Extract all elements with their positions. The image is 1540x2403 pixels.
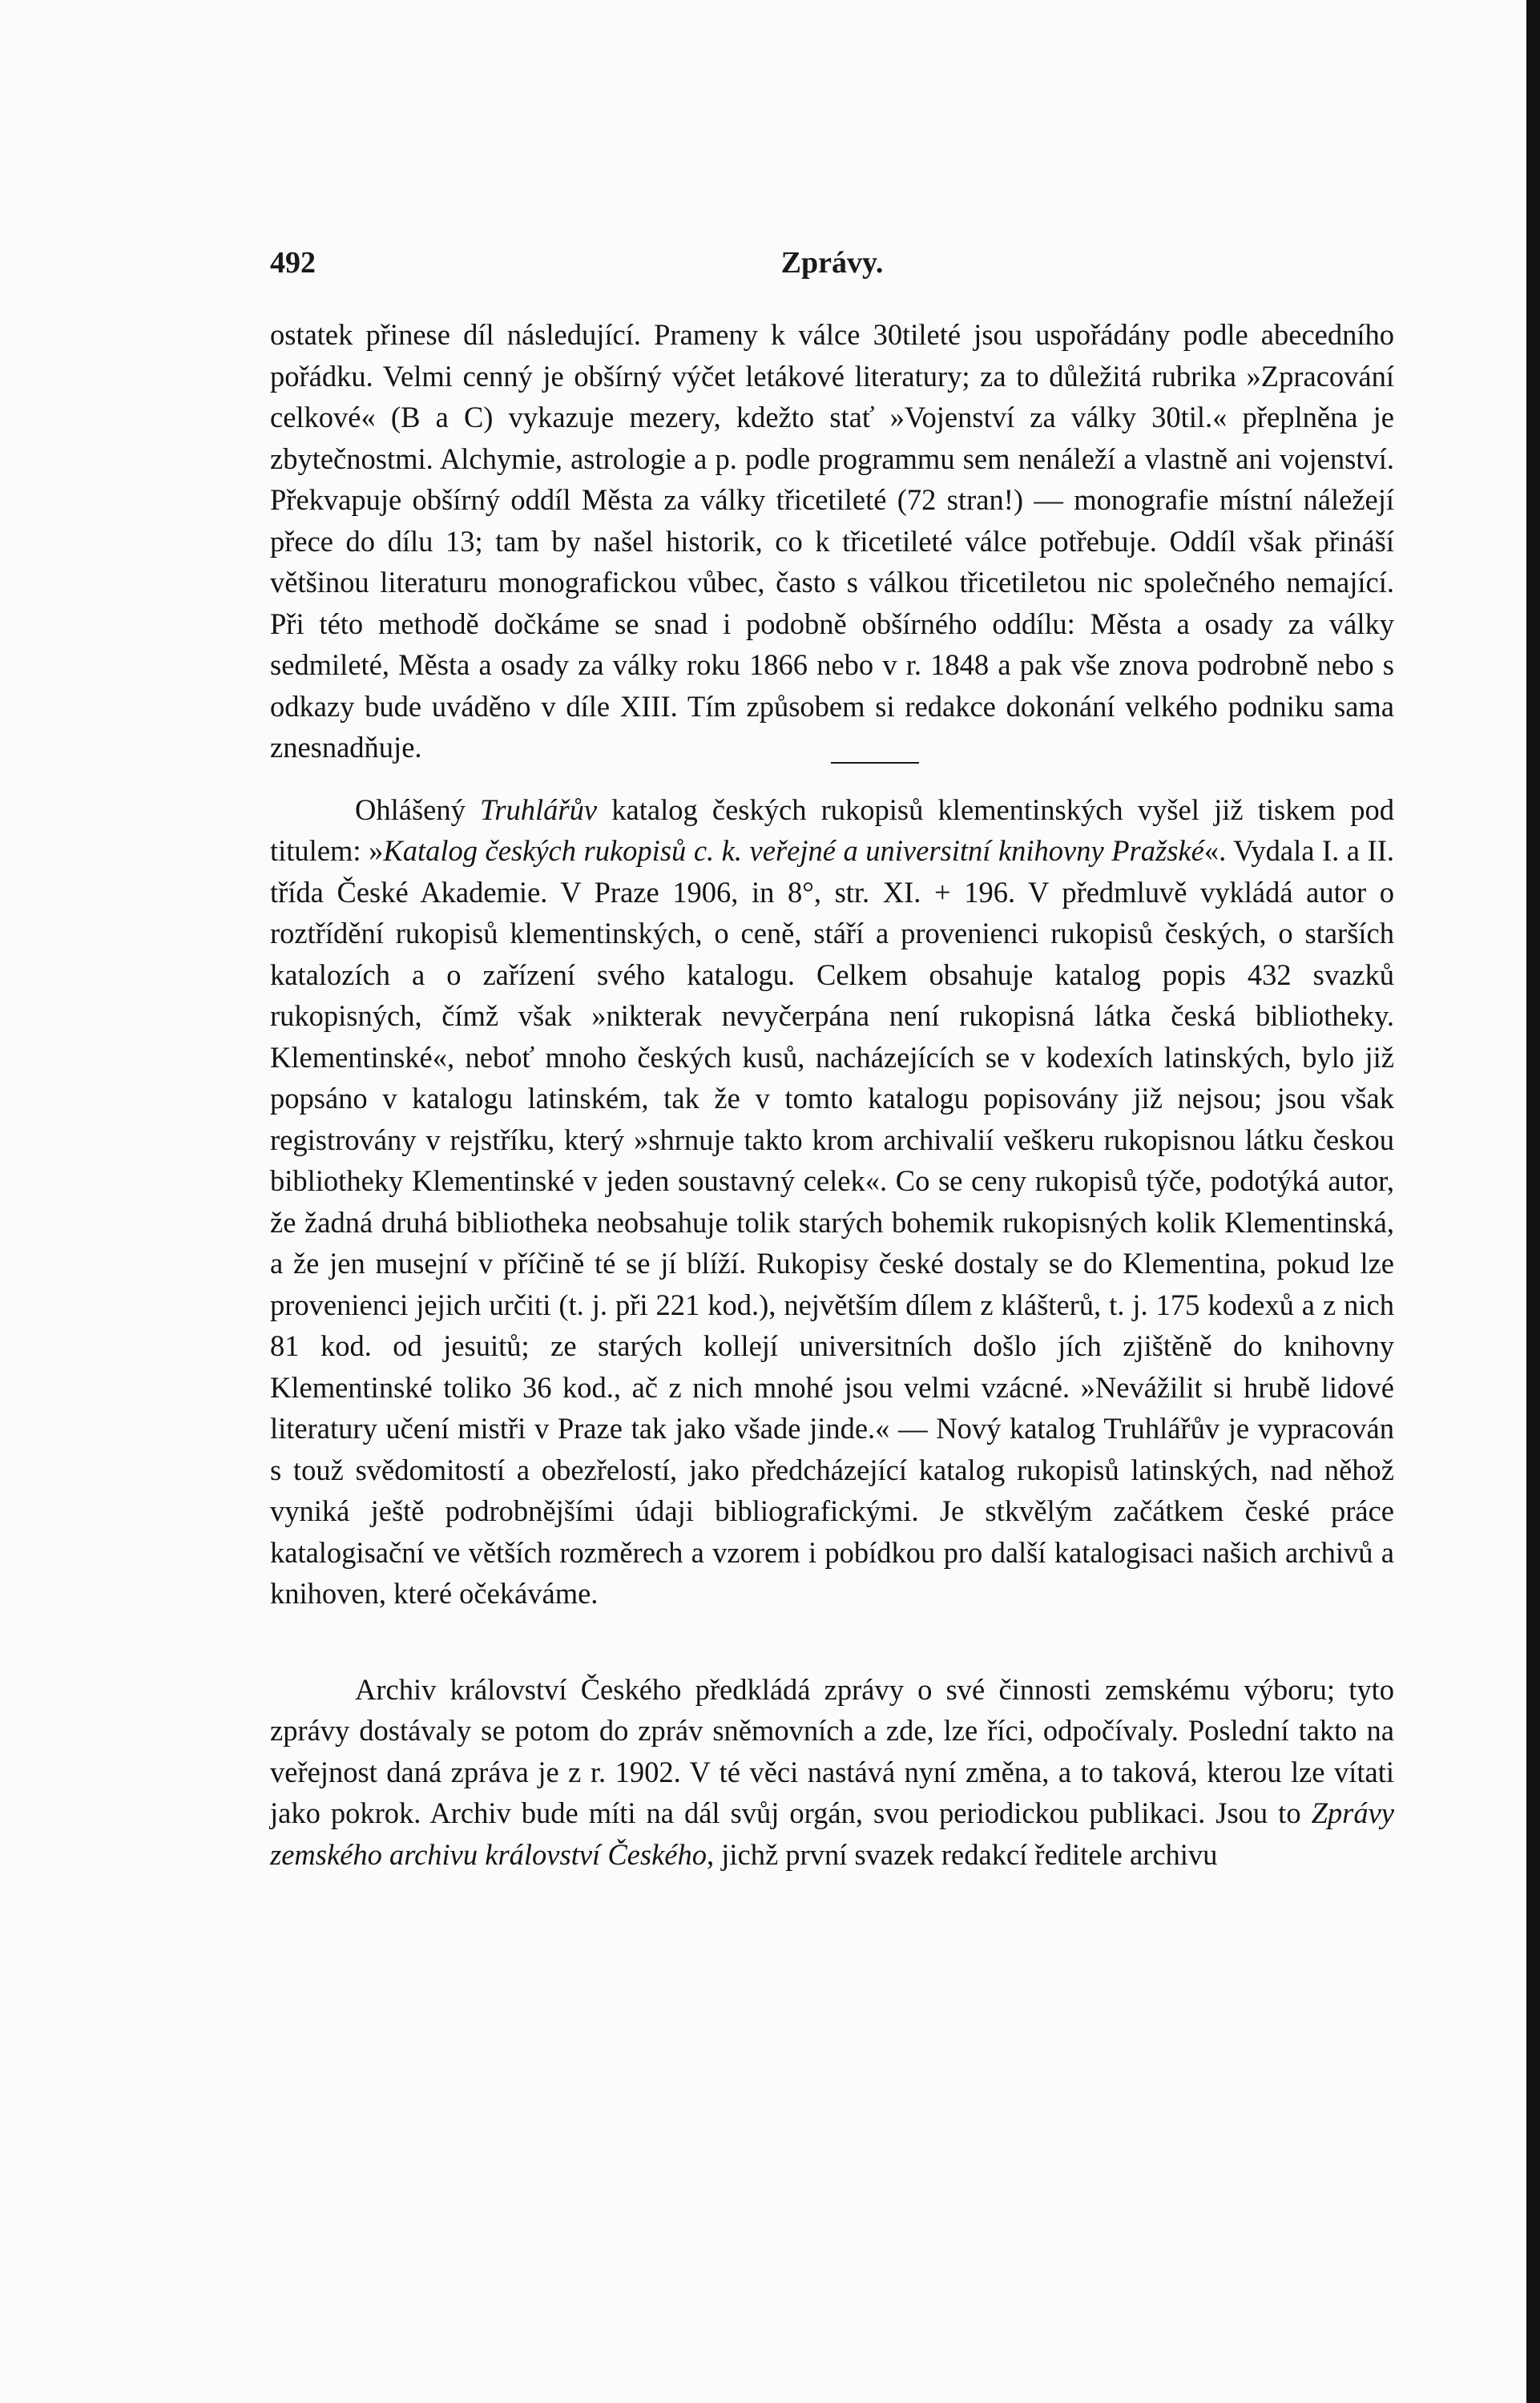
page-header: [270, 239, 1394, 287]
scan-edge: [1526, 0, 1540, 2403]
paragraph-1: ostatek přinese díl následující. Prameny k válce 30tileté jsou uspořádány podle abecedního pořádku. Velmi cenný je obšírný výčet letákové literatury; za to důležitá rubrika »Zpracování celkové« (B a C) vykazuje mezery, kdežto stať »Vojenství za války 30til.« přeplněna je zbytečnostmi. Alchymie, astrologie a p. podle programmu sem nenáleží a vlastně ani vojenství. Překvapuje obšírný oddíl Města za války třicetileté (72 stran!) — monografie místní náležejí přece do dílu 13; tam by našel historik, co k třicetileté válce potřebuje. Oddíl však přináší většinou literaturu monografickou vůbec, často s válkou třicetiletou nic společného nemající. Při této methodě dočkáme se snad i podobně obšírného oddílu: Města a osady za války sedmileté, Města a osady za války roku 1866 nebo v r. 1848 a pak vše znova podrobně nebo s odkazy bude uváděno v díle XIII. Tím způsobem si redakce dokonání velkého podniku sama znesnadňuje.: [270, 318, 1394, 764]
paragraph-2-a: katalog českých rukopisů klementinských vyšel již tiskem pod titulem: »: [270, 792, 1395, 867]
paragraph-3: [270, 1669, 1394, 1876]
author-name: Truhlářův: [480, 792, 598, 826]
periodical-title: Zprávy zemského archivu království Českého: [270, 1796, 1394, 1871]
page-number: 492: [270, 246, 316, 280]
paragraph-2: [270, 789, 1394, 1615]
body-text: [270, 314, 1394, 1875]
catalog-title: Katalog českých rukopisů c. k. veřejné a universitní knihovny Pražské: [383, 834, 1204, 867]
paragraph-3-start: Archiv království Českého předkládá zprávy o své činnosti zemskému výboru; tyto zprávy dostávaly se potom do zpráv sněmovních a zde, lze říci, odpočívaly. Poslední takto na veřejnost daná zpráva je z r. 1902. V té věci nastává nyní změna, a to taková, kterou lze vítati jako pokrok. Archiv bude míti na dál svůj orgán, svou periodickou publikaci. Jsou to: [270, 1672, 1394, 1829]
paragraph-3-rest: , jichž první svazek redakcí ředitele archivu: [706, 1837, 1218, 1871]
section-separator: [831, 762, 919, 764]
paragraph-2-start: Ohlášený: [355, 792, 481, 826]
running-title: Zprávy.: [780, 246, 884, 280]
paragraph-2-rest: «. Vydala I. a II. třída České Akademie. V Praze 1906, in 8°, str. XI. + 196. V předmluvě vykládá autor o roztřídění rukopisů klementinských, o ceně, stáří a provenienci rukopisů českých, o starších katalozích a o zařízení svého katalogu. Celkem obsahuje katalog popis 432 svazků rukopisných, čímž však »nikterak nevyčerpána není rukopisná látka česká bibliotheky. Klementinské«, neboť mnoho českých kusů, nacházejících se v kodexích latinských, bylo již popsáno v katalogu latinském, tak že v tomto katalogu popisovány již nejsou; jsou však registrovány v rejstříku, který »shrnuje takto krom archivalií veškeru rukopisnou látku českou bibliotheky Klementinské v jeden soustavný celek«. Co se ceny rukopisů týče, podotýká autor, že žadná druhá bibliotheka neobsahuje tolik starých bohemik rukopisných kolik Klementinská, a že jen musejní v příčině té se jí blíží. Rukopisy české dostaly se do Klementina, pokud lze provenienci jejich určiti (t. j. při 221 kod.), největším dílem z klášterů, t. j. 175 kodexů a z nich 81 kod. od jesuitů; ze starých kollejí universitních došlo jích zjištěně do knihovny Klementinské toliko 36 kod., ač z nich mnohé jsou velmi vzácné. »Nevážilit si hrubě lidové literatury učení mistři v Praze tak jako všade jinde.« — Nový katalog Truhlářův je vypracován s touž svědomitostí a obezřelostí, jako předcházející katalog rukopisů latinských, nad něhož vyniká ještě podrobnějšími údaji bibliografickými. Je stkvělým začátkem české práce katalogisační ve větších rozměrech a vzorem i pobídkou pro další katalogisaci našich archivů a knihoven, které očekáváme.: [270, 834, 1394, 1610]
